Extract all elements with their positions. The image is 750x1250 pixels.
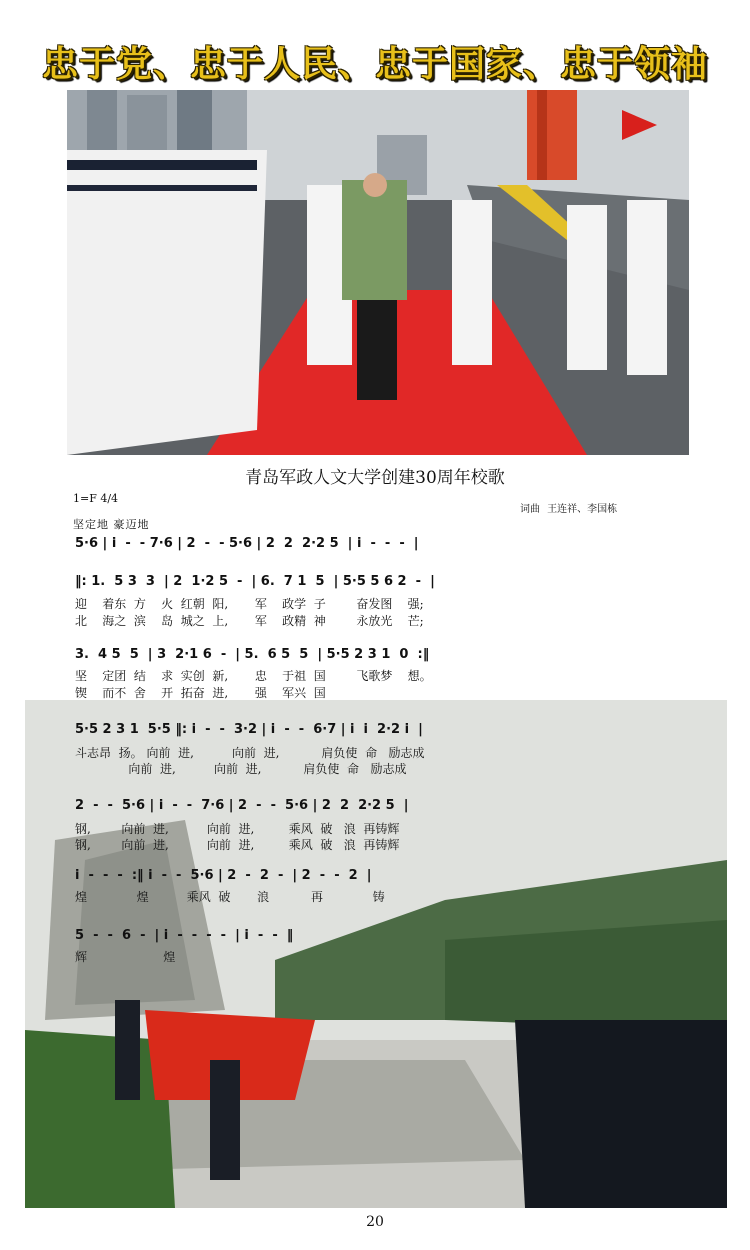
song-title: 青岛军政人文大学创建30周年校歌: [245, 468, 505, 488]
score-row-3-notes: 3. 4 5 5 | 3 2·1 6 - | 5. 6 5 5 | 5·5 2 3 1 0 :‖: [75, 647, 430, 662]
score-row-4-lyric-1: 斗志昂 扬。 向前 进, 向前 进, 肩负使 命 励志成: [75, 746, 425, 760]
banner-title: 忠于党、忠于人民、忠于国家、忠于领袖: [41, 44, 708, 85]
page-number: 20: [366, 1214, 384, 1230]
score-row-4-lyric-2: 向前 进, 向前 进, 肩负使 命 励志成: [75, 762, 407, 776]
score-row-6-lyric-1: 煌 煌 乘风 破 浪 再 铸: [75, 890, 385, 904]
score-row-5-lyric-2: 钢, 向前 进, 向前 进, 乘风 破 浪 再铸辉: [75, 838, 400, 852]
score-row-1-notes: 5·6 | i - - 7·6 | 2 - - 5·6 | 2 2 2·2 5 | i - - - |: [75, 536, 419, 551]
key-signature: 1=F 4/4: [73, 492, 119, 505]
score-row-2-lyric-1: 迎 着东 方 火 红朝 阳, 军 政学 子 奋发图 强;: [75, 597, 424, 611]
score-row-5-lyric-1: 钢, 向前 进, 向前 进, 乘风 破 浪 再铸辉: [75, 822, 400, 836]
score-row-3-lyric-1: 坚 定团 结 求 实创 新, 忠 于祖 国 飞歌梦 想。: [75, 669, 432, 683]
aircraft-carrier-inspection-photo: [67, 90, 689, 455]
score-row-7-notes: 5 - - 6 - | i - - - - | i - - ‖: [75, 928, 294, 943]
score-row-3-lyric-2: 锲 而不 舍 开 拓奋 进, 强 军兴 国: [75, 686, 326, 700]
song-credits: 词曲 王连祥、李国栋: [520, 504, 618, 515]
score-row-2-lyric-2: 北 海之 滨 岛 城之 上, 军 政精 神 永放光 芒;: [75, 614, 424, 628]
score-row-6-notes: i - - - :‖ i - - 5·6 | 2 - 2 - | 2 - - 2 |: [75, 868, 372, 883]
score-row-2-notes: ‖: 1. 5 3 3 | 2 1·2 5 - | 6. 7 1 5 | 5·5 5 6 2 - |: [75, 574, 435, 589]
score-row-5-notes: 2 - - 5·6 | i - - 7·6 | 2 - - 5·6 | 2 2 2·2 5 |: [75, 798, 409, 813]
score-row-4-notes: 5·5 2 3 1 5·5 ‖: i - - 3·2 | i - - 6·7 | i i 2·2 i |: [75, 722, 423, 737]
score-row-7-lyric-1: 辉 煌: [75, 950, 176, 964]
tempo-marking: 坚定地 豪迈地: [73, 518, 150, 531]
